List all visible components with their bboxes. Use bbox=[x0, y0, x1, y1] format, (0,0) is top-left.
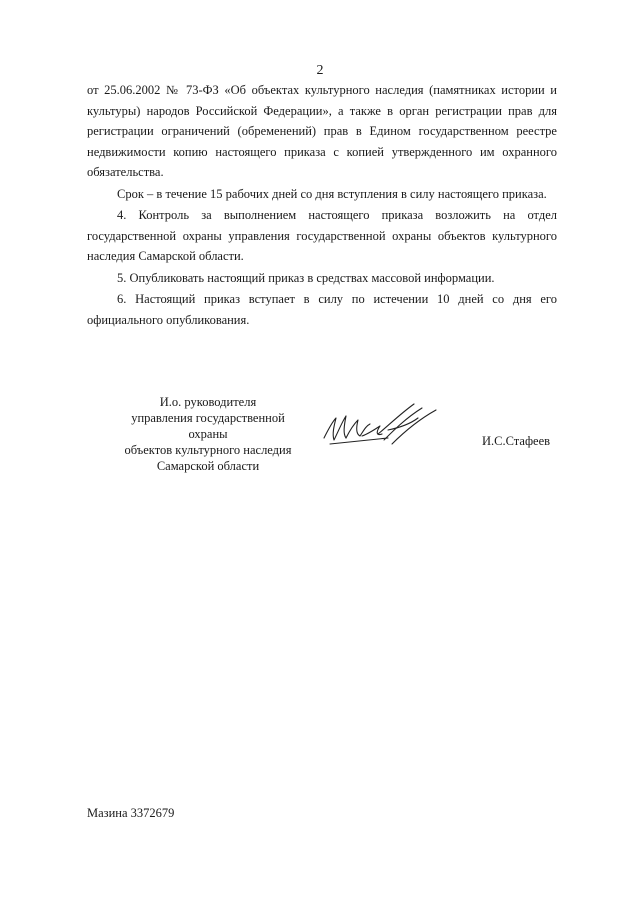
handwritten-signature bbox=[318, 400, 448, 450]
paragraph-item-6: 6. Настоящий приказ вступает в силу по истечении 10 дней со дня его официального опубликования. bbox=[87, 292, 557, 327]
paragraph-item-4: 4. Контроль за выполнением настоящего приказа возложить на отдел государственной охраны управления государственной охраны объектов культурного наследия Самарской области. bbox=[87, 208, 557, 263]
signer-title-line: объектов культурного наследия bbox=[124, 443, 292, 457]
signer-title-line: управления государственной охраны bbox=[131, 411, 285, 441]
signer-name: И.С.Стафеев bbox=[482, 434, 551, 448]
signer-title-line: И.о. руководителя bbox=[159, 395, 257, 409]
signer-title-block bbox=[113, 394, 303, 474]
paragraph-continuation: от 25.06.2002 № 73-ФЗ «Об объектах культурного наследия (памятниках истории и культуры) народов Российской Федерации», а также в орган регистрации прав для регистрации ограничений (обременений) прав в Едином государственном реестре недвижимости копию настоящего приказа с копией утвержденного им охранного обязательства. bbox=[87, 83, 557, 179]
signer-title-line: Самарской области bbox=[156, 459, 260, 473]
document-body bbox=[87, 80, 557, 330]
executor-note: Мазина 3372679 bbox=[87, 806, 175, 820]
paragraph-deadline: Срок – в течение 15 рабочих дней со дня вступления в силу настоящего приказа. bbox=[117, 186, 547, 201]
paragraph-item-5: 5. Опубликовать настоящий приказ в средствах массовой информации. bbox=[117, 270, 495, 285]
page-number: 2 bbox=[316, 63, 324, 78]
